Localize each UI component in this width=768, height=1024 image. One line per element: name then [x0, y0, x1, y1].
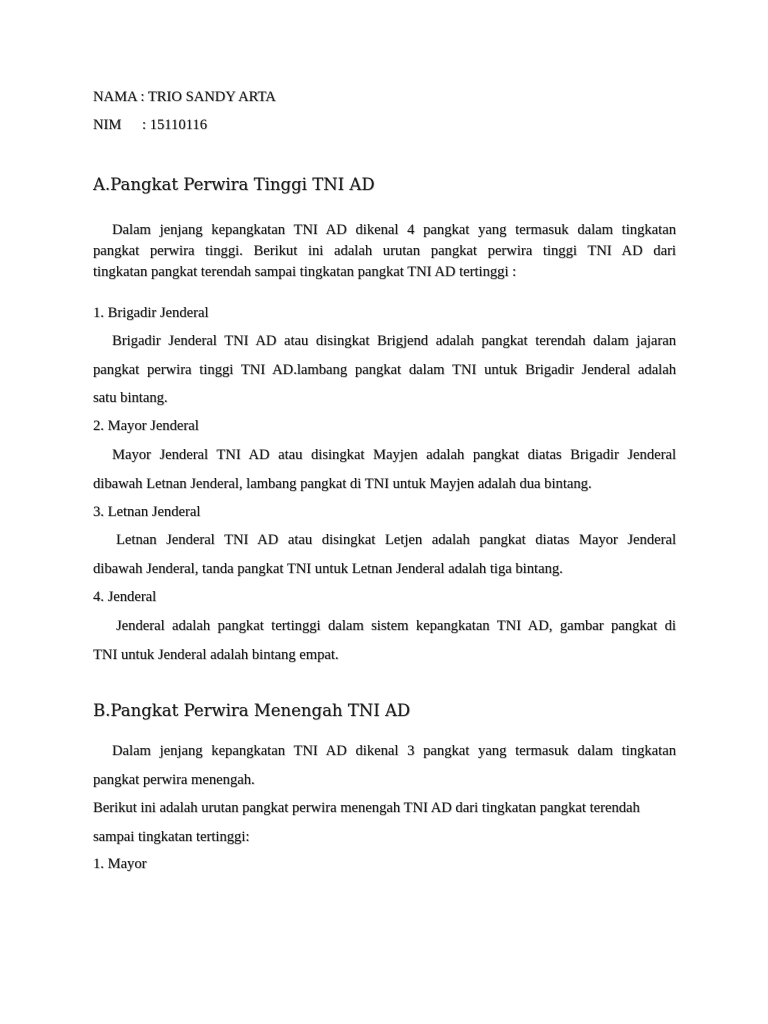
- section-a-title: A.Pangkat Perwira Tinggi TNI AD: [93, 175, 375, 194]
- nim-value: : 15110116: [142, 117, 207, 133]
- item-text-line: Brigadir Jenderal TNI AD atau disingkat Brigjend adalah pangkat terendah dalam jajaran: [112, 333, 676, 349]
- item-text-line: Jenderal adalah pangkat tertinggi dalam sistem kepangkatan TNI AD, gambar pangkat di: [116, 618, 676, 634]
- item-heading-letnan-jenderal: 3. Letnan Jenderal: [93, 504, 201, 520]
- section-b-intro-line: Dalam jenjang kepangkatan TNI AD dikenal 3 pangkat yang termasuk dalam tingkatan: [112, 743, 676, 759]
- item-text-line: dibawah Jenderal, tanda pangkat TNI untuk Letnan Jenderal adalah tiga bintang.: [93, 561, 563, 577]
- item-text-line: TNI untuk Jenderal adalah bintang empat.: [93, 647, 339, 663]
- section-a-intro-line: tingkatan pangkat terendah sampai tingkatan pangkat TNI AD tertinggi :: [93, 264, 517, 280]
- item-text-line: dibawah Letnan Jenderal, lambang pangkat di TNI untuk Mayjen adalah dua bintang.: [93, 476, 592, 492]
- item-heading-mayor-jenderal: 2. Mayor Jenderal: [93, 418, 199, 434]
- item-heading-jenderal: 4. Jenderal: [93, 589, 157, 605]
- item-text-line: pangkat perwira tinggi TNI AD.lambang pangkat dalam TNI untuk Brigadir Jenderal adalah: [93, 362, 676, 378]
- item-text-line: Letnan Jenderal TNI AD atau disingkat Letjen adalah pangkat diatas Mayor Jenderal: [116, 532, 676, 548]
- section-b-intro-line: pangkat perwira menengah.: [93, 772, 255, 788]
- item-text-line: Mayor Jenderal TNI AD atau disingkat Mayjen adalah pangkat diatas Brigadir Jenderal: [112, 447, 676, 463]
- item-text-line: satu bintang.: [93, 390, 168, 406]
- section-b-intro-line: sampai tingkatan tertinggi:: [93, 829, 250, 845]
- section-b-intro-line: Berikut ini adalah urutan pangkat perwira menengah TNI AD dari tingkatan pangkat terendah: [93, 800, 640, 816]
- student-name: NAMA : TRIO SANDY ARTA: [93, 89, 276, 105]
- section-b-title: B.Pangkat Perwira Menengah TNI AD: [93, 701, 411, 720]
- item-heading-mayor: 1. Mayor: [93, 856, 147, 872]
- section-a-intro-line: Dalam jenjang kepangkatan TNI AD dikenal 4 pangkat yang termasuk dalam tingkatan: [112, 222, 676, 238]
- nim-label: NIM: [93, 117, 122, 133]
- section-a-intro-line: pangkat perwira tinggi. Berikut ini adalah urutan pangkat perwira tinggi TNI AD dari: [93, 243, 676, 259]
- item-heading-brigadir-jenderal: 1. Brigadir Jenderal: [93, 305, 209, 321]
